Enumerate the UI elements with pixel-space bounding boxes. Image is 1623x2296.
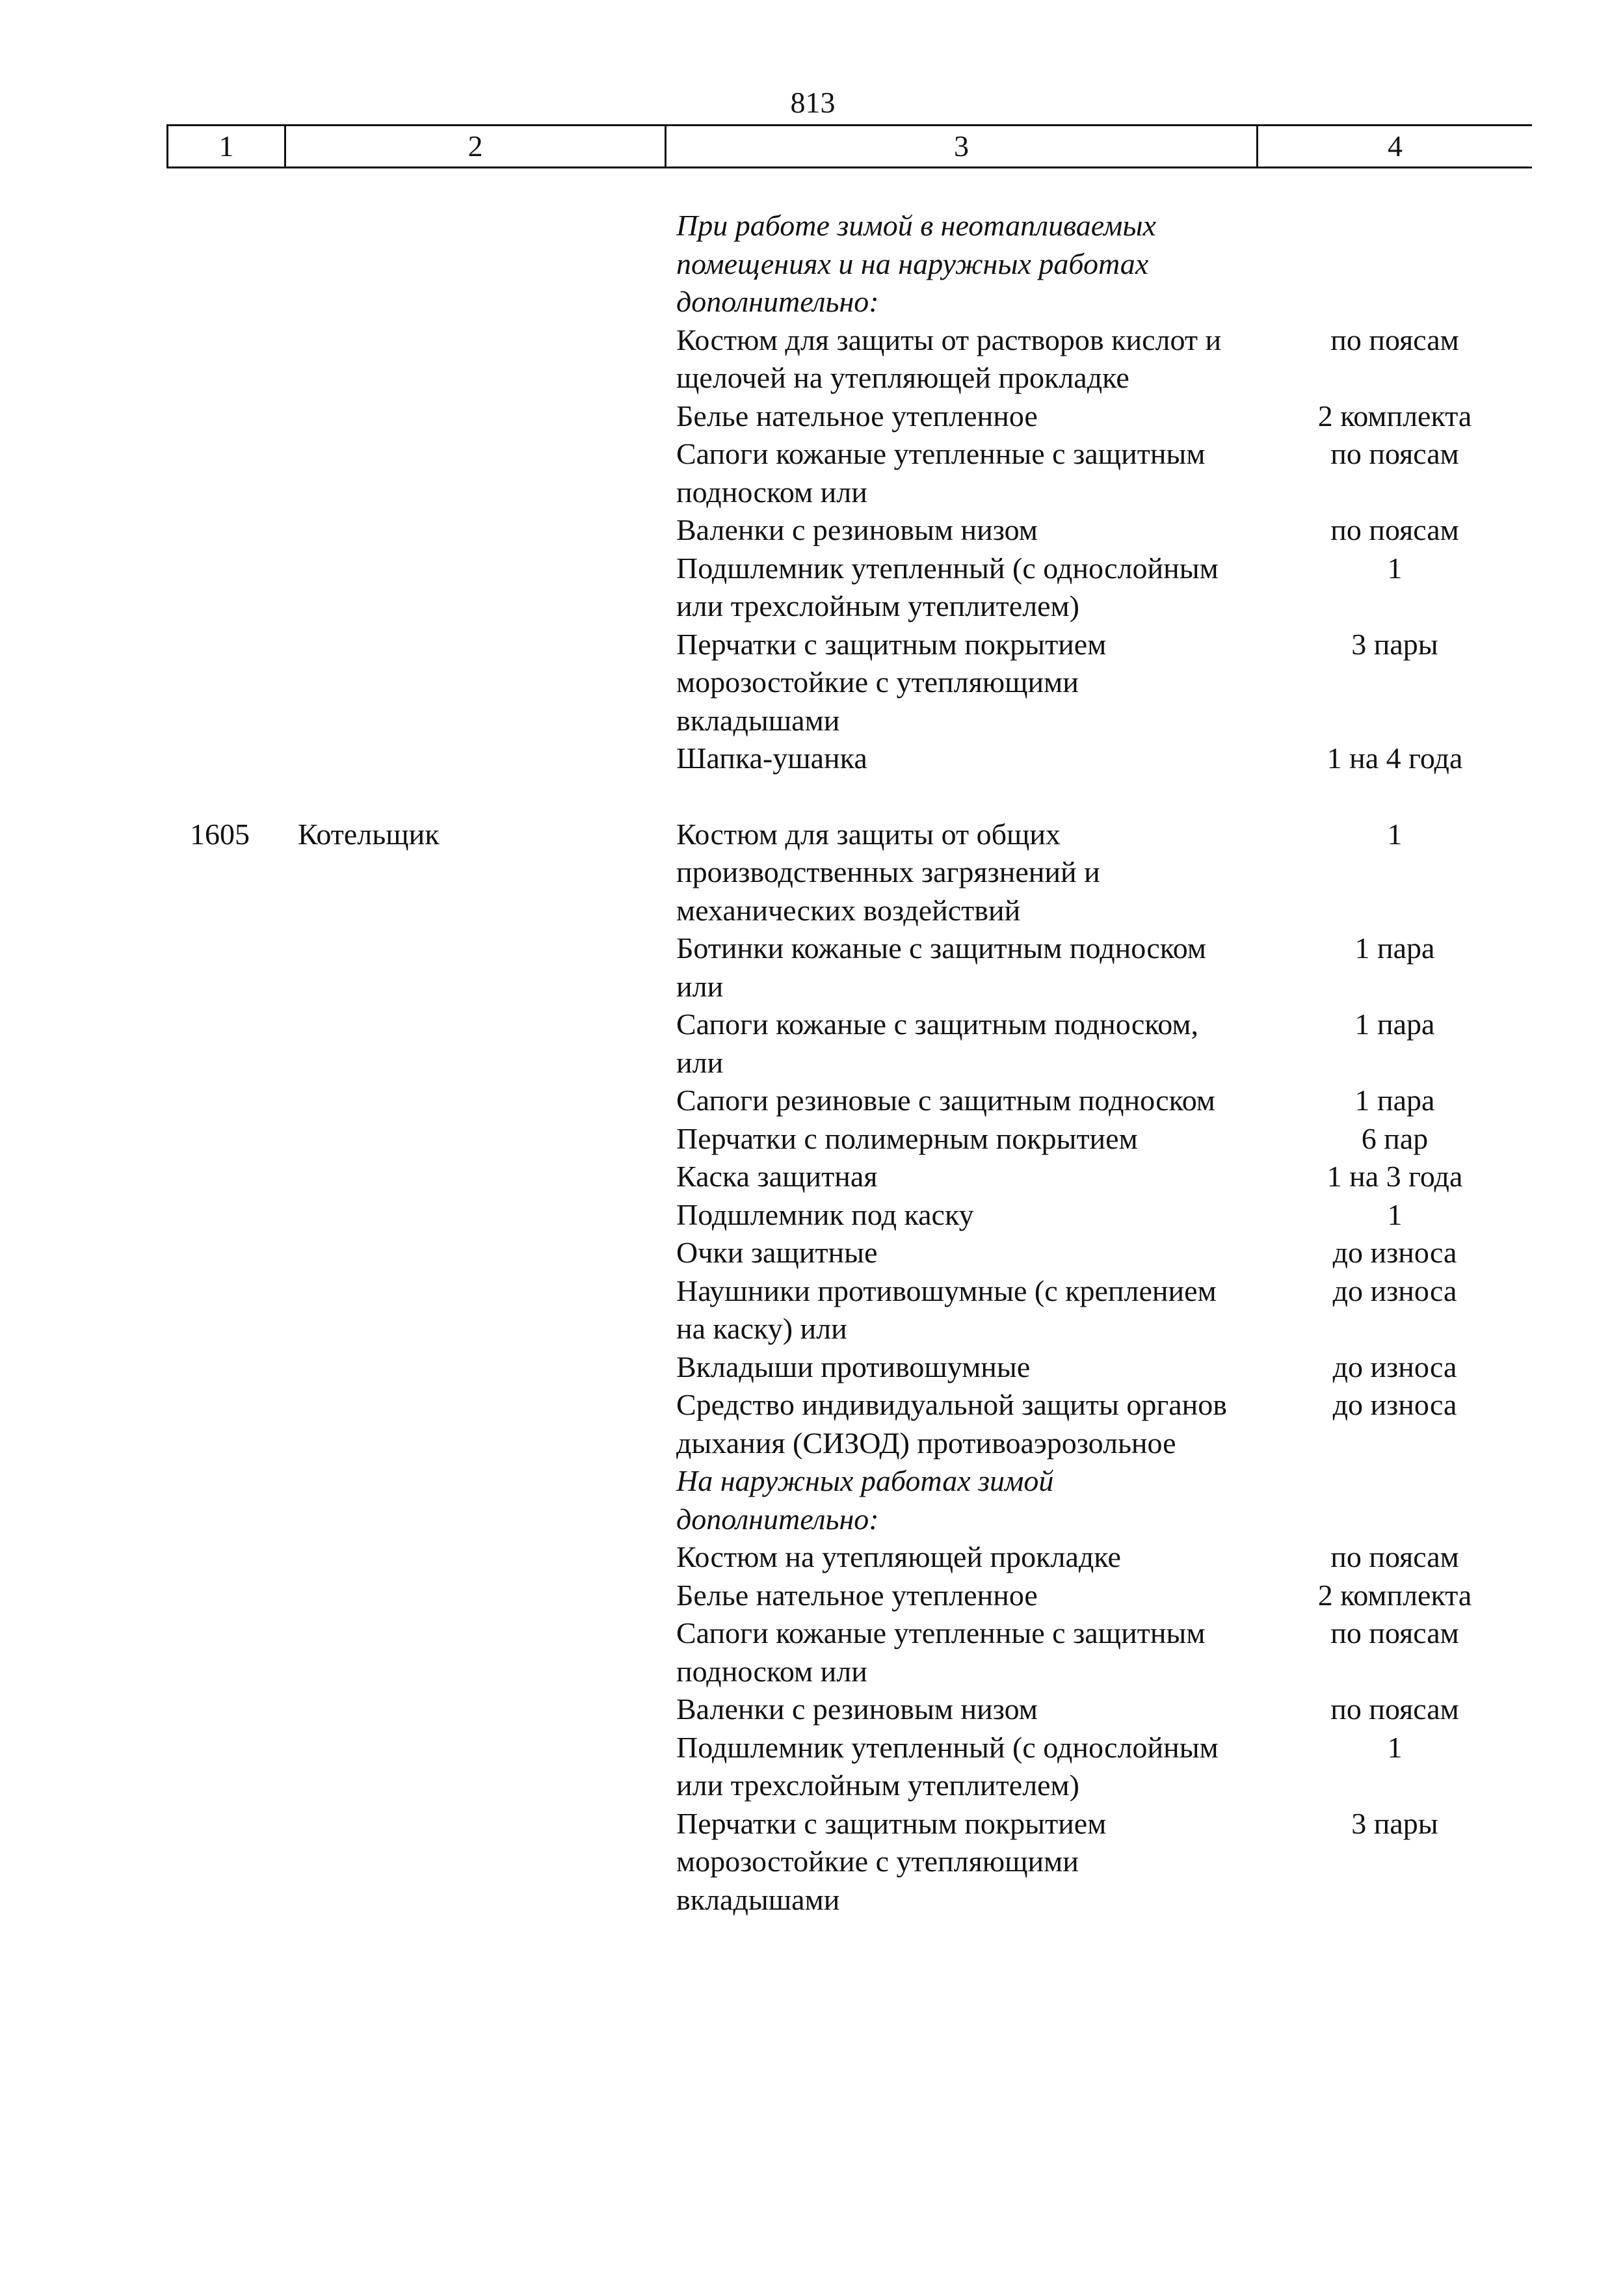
- ppe-item: Костюм на утепляющей прокладке: [676, 1540, 1121, 1573]
- ppe-item: Валенки с резиновым низом: [676, 513, 1038, 546]
- column-header-4: 4: [1258, 126, 1533, 168]
- issue-norm: 1 на 4 года: [1326, 741, 1463, 775]
- ppe-item: Ботинки кожаные с защитным подноском или: [676, 931, 1207, 1003]
- issue-norm: 1: [1387, 1197, 1403, 1231]
- column-header-2: 2: [285, 126, 666, 168]
- table-row: [0, 816, 1623, 930]
- ppe-item: Вкладыши противошумные: [676, 1350, 1031, 1383]
- section-note: При работе зимой в неотапливаемых помещениях и на наружных работах дополнительно:: [676, 209, 1156, 318]
- ppe-item: Подшлемник утепленный (с однослойным или трехслойным утеплителем): [676, 1730, 1219, 1802]
- issue-norm: 1: [1387, 1730, 1403, 1764]
- ppe-item: Перчатки с защитным покрытием морозостойкие с утепляющими вкладышами: [676, 1806, 1107, 1916]
- issue-norm: 2 комплекта: [1317, 399, 1472, 433]
- table-row: [0, 511, 1623, 550]
- issue-norm: 1: [1387, 817, 1403, 851]
- issue-norm: до износа: [1332, 1236, 1457, 1269]
- issue-norm: по поясам: [1330, 1616, 1459, 1649]
- issue-norm: 2 комплекта: [1317, 1578, 1472, 1612]
- section-note: На наружных работах зимой дополнительно:: [676, 1464, 1054, 1536]
- table-row: [0, 1082, 1623, 1120]
- ppe-item: Наушники противошумные (с креплением на каску) или: [676, 1274, 1217, 1345]
- table-row: [0, 1234, 1623, 1272]
- column-header-1: 1: [168, 126, 285, 168]
- issue-norm: 3 пары: [1351, 627, 1438, 661]
- ppe-item: Валенки с резиновым низом: [676, 1692, 1038, 1726]
- table-row: [0, 1386, 1623, 1462]
- ppe-item: Белье нательное утепленное: [676, 1578, 1038, 1612]
- table-row: [0, 397, 1623, 436]
- row-spacer: [0, 778, 1623, 816]
- table-row: [0, 1690, 1623, 1729]
- issue-norm: до износа: [1332, 1350, 1457, 1383]
- table-row: [0, 1729, 1623, 1805]
- table-row: [0, 550, 1623, 626]
- column-header-table: [166, 124, 1532, 168]
- profession-name: Котельщик: [298, 817, 440, 851]
- row-number: 1605: [190, 817, 250, 851]
- table-row: [0, 929, 1623, 1006]
- table-row: [0, 1614, 1623, 1690]
- section-note-row: [0, 1462, 1623, 1538]
- table-row: [0, 1805, 1623, 1919]
- issue-norm: по поясам: [1330, 1540, 1459, 1573]
- table-row: [0, 1577, 1623, 1615]
- page-number: 813: [790, 86, 836, 119]
- table-row: [0, 1006, 1623, 1082]
- table-body: [0, 207, 1623, 1919]
- ppe-item: Шапка-ушанка: [676, 741, 867, 775]
- ppe-item: Сапоги кожаные с защитным подноском, или: [676, 1008, 1199, 1079]
- ppe-item: Сапоги кожаные утепленные с защитным подноском или: [676, 1616, 1206, 1688]
- column-header-row: [168, 126, 1533, 168]
- ppe-item: Очки защитные: [676, 1236, 878, 1269]
- issue-norm: 1: [1387, 551, 1403, 585]
- table-row: [0, 321, 1623, 397]
- issue-norm: по поясам: [1330, 513, 1459, 546]
- table-row: [0, 1538, 1623, 1577]
- column-header-3: 3: [666, 126, 1258, 168]
- issue-norm: до износа: [1332, 1274, 1457, 1307]
- issue-norm: 3 пары: [1351, 1806, 1438, 1840]
- issue-norm: 1 пара: [1354, 931, 1435, 965]
- ppe-item: Подшлемник под каску: [676, 1197, 974, 1231]
- issue-norm: 1 пара: [1354, 1008, 1435, 1041]
- ppe-item: Подшлемник утепленный (с однослойным или трехслойным утеплителем): [676, 551, 1219, 622]
- table-row: [0, 1272, 1623, 1348]
- ppe-item: Перчатки с защитным покрытием морозостойкие с утепляющими вкладышами: [676, 627, 1107, 737]
- table-row: [0, 740, 1623, 778]
- table-row: [0, 1196, 1623, 1235]
- section-note-row: [0, 207, 1623, 321]
- ppe-item: Костюм для защиты от растворов кислот и щелочей на утепляющей прокладке: [676, 323, 1222, 394]
- issue-norm: по поясам: [1330, 437, 1459, 470]
- ppe-item: Перчатки с полимерным покрытием: [676, 1121, 1138, 1155]
- table-row: [0, 435, 1623, 511]
- issue-norm: 6 пар: [1361, 1121, 1429, 1155]
- issue-norm: 1 пара: [1354, 1084, 1435, 1117]
- ppe-item: Средство индивидуальной защиты органов дыхания (СИЗОД) противоаэрозольное: [676, 1388, 1227, 1460]
- issue-norm: по поясам: [1330, 323, 1459, 356]
- issue-norm: 1 на 3 года: [1326, 1160, 1463, 1193]
- issue-norm: до износа: [1332, 1388, 1457, 1421]
- ppe-item: Сапоги кожаные утепленные с защитным подноском или: [676, 437, 1206, 509]
- ppe-item: Костюм для защиты от общих производственных загрязнений и механических воздействий: [676, 817, 1100, 927]
- table-row: [0, 1158, 1623, 1196]
- ppe-item: Каска защитная: [676, 1160, 878, 1193]
- table-row: [0, 1120, 1623, 1158]
- issue-norm: по поясам: [1330, 1692, 1459, 1726]
- ppe-item: Белье нательное утепленное: [676, 399, 1038, 433]
- table-row: [0, 626, 1623, 740]
- ppe-item: Сапоги резиновые с защитным подноском: [676, 1084, 1215, 1117]
- table-row: [0, 1348, 1623, 1387]
